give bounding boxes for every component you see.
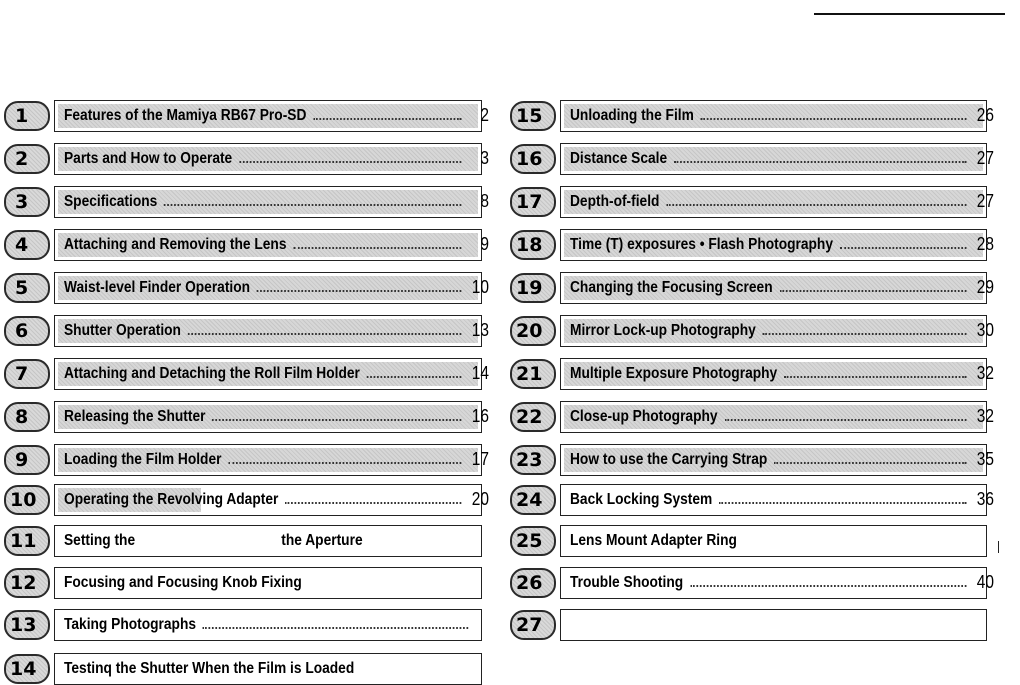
chapter-title: Loading the Film Holder <box>64 450 222 468</box>
chapter-number: 5 <box>4 273 50 303</box>
toc-entry[interactable] <box>510 444 994 476</box>
chapter-title-box <box>54 609 482 641</box>
chapter-title-continued: the Aperture <box>281 531 363 549</box>
toc-entry[interactable] <box>510 401 994 433</box>
chapter-title-box <box>560 444 994 476</box>
chapter-line <box>64 187 489 216</box>
leader-dots <box>701 118 967 120</box>
toc-entry[interactable] <box>510 100 994 132</box>
page-number: 29 <box>976 277 994 297</box>
page-number: 3 <box>480 148 489 168</box>
chapter-number: 4 <box>4 230 50 260</box>
chapter-title: Features of the Mamiya RB67 Pro-SD <box>64 106 307 124</box>
chapter-line <box>64 230 489 259</box>
chapter-title: Taking Photographs <box>64 615 196 633</box>
leader-dots <box>212 419 461 421</box>
chapter-line <box>64 485 489 514</box>
toc-entry[interactable] <box>4 444 489 476</box>
chapter-title: Shutter Operation <box>64 321 181 339</box>
chapter-line <box>570 402 994 431</box>
chapter-title: Lens Mount Adapter Ring <box>570 531 737 549</box>
leader-dots <box>367 376 462 378</box>
leader-dots <box>724 419 966 421</box>
margin-tick <box>998 541 999 553</box>
chapter-title-box <box>560 315 994 347</box>
chapter-title: Multiple Exposure Photography <box>570 364 778 382</box>
toc-entry[interactable] <box>4 272 489 304</box>
chapter-number: 10 <box>4 485 50 515</box>
chapter-number: 19 <box>510 273 556 303</box>
chapter-title-box <box>560 100 994 132</box>
page-number: 26 <box>976 105 994 125</box>
chapter-number: 1 <box>4 101 50 131</box>
leader-dots <box>774 462 966 464</box>
toc-entry[interactable] <box>4 401 489 433</box>
chapter-title: Distance Scale <box>570 149 668 167</box>
page-number: 2 <box>480 105 489 125</box>
chapter-line <box>64 445 489 474</box>
toc-entry[interactable] <box>510 186 994 218</box>
page-number: 32 <box>976 363 994 383</box>
chapter-number: 13 <box>4 610 50 640</box>
toc-entry[interactable] <box>4 229 489 261</box>
chapter-line <box>64 144 489 173</box>
chapter-title: Back Locking System <box>570 490 713 508</box>
page-number: 35 <box>976 449 994 469</box>
chapter-title-box <box>560 229 994 261</box>
chapter-title: Close-up Photography <box>570 407 718 425</box>
chapter-number: 3 <box>4 187 50 217</box>
toc-entry[interactable] <box>510 609 987 641</box>
chapter-title: Waist-level Finder Operation <box>64 278 251 296</box>
leader-dots <box>784 376 966 378</box>
chapter-line <box>570 359 994 388</box>
toc-entry[interactable] <box>510 358 994 390</box>
chapter-line <box>570 568 994 597</box>
leader-dots <box>763 333 967 335</box>
leader-dots <box>293 247 461 249</box>
chapter-title-box <box>54 401 489 433</box>
chapter-number: 14 <box>4 654 50 684</box>
chapter-line <box>570 187 994 216</box>
chapter-number: 22 <box>510 402 556 432</box>
chapter-title-box <box>54 358 489 390</box>
chapter-number: 24 <box>510 485 556 515</box>
toc-entry[interactable] <box>510 525 987 557</box>
chapter-title: Attaching and Removing the Lens <box>64 235 287 253</box>
toc-entry[interactable] <box>4 567 482 599</box>
chapter-title: Operating the Revolving Adapter <box>64 490 279 508</box>
chapter-number: 7 <box>4 359 50 389</box>
chapter-line <box>64 654 489 683</box>
page-number: 20 <box>471 489 489 509</box>
chapter-title: Depth-of-field <box>570 192 660 210</box>
chapter-line <box>570 273 994 302</box>
leader-dots <box>285 502 461 504</box>
chapter-title-box <box>54 525 482 557</box>
chapter-title: Parts and How to Operate <box>64 149 233 167</box>
page-number: 30 <box>976 320 994 340</box>
leader-dots <box>690 585 966 587</box>
toc-entry[interactable] <box>510 315 994 347</box>
toc-entry[interactable] <box>4 143 489 175</box>
chapter-line <box>570 445 994 474</box>
chapter-number: 25 <box>510 526 556 556</box>
leader-dots <box>164 204 461 206</box>
page-number: 27 <box>976 191 994 211</box>
chapter-title: How to use the Carrying Strap <box>570 450 768 468</box>
chapter-number: 20 <box>510 316 556 346</box>
leader-dots <box>239 161 461 163</box>
chapter-number: 12 <box>4 568 50 598</box>
toc-entry[interactable] <box>510 143 994 175</box>
chapter-number: 23 <box>510 445 556 475</box>
toc-entry[interactable] <box>4 484 489 516</box>
chapter-number: 26 <box>510 568 556 598</box>
leader-dots <box>203 627 468 629</box>
chapter-title-box <box>560 484 994 516</box>
page-number: 27 <box>976 148 994 168</box>
chapter-title-box <box>560 401 994 433</box>
chapter-line <box>570 485 994 514</box>
chapter-title-box <box>54 484 489 516</box>
page-number: 28 <box>976 234 994 254</box>
chapter-line <box>64 316 489 345</box>
leader-dots <box>779 290 966 292</box>
chapter-line <box>64 568 489 597</box>
page-number: 16 <box>471 406 489 426</box>
chapter-title-box <box>560 358 994 390</box>
chapter-number: 2 <box>4 144 50 174</box>
toc-entry[interactable] <box>4 609 482 641</box>
leader-dots <box>188 333 462 335</box>
chapter-title-box <box>54 229 489 261</box>
chapter-line <box>64 610 489 639</box>
chapter-title: Setting the <box>64 531 136 549</box>
chapter-title: Testinq the Shutter When the Film is Loaded <box>64 659 355 677</box>
page-number: 8 <box>480 191 489 211</box>
chapter-number: 21 <box>510 359 556 389</box>
toc-entry[interactable] <box>4 525 482 557</box>
chapter-line <box>570 610 994 639</box>
toc-entry[interactable] <box>4 315 489 347</box>
leader-dots <box>840 247 967 249</box>
leader-dots <box>719 502 966 504</box>
page-number: 13 <box>471 320 489 340</box>
toc-entry[interactable] <box>510 229 994 261</box>
chapter-line <box>64 402 489 431</box>
chapter-line <box>64 101 489 130</box>
chapter-line <box>570 144 994 173</box>
chapter-number: 8 <box>4 402 50 432</box>
chapter-title: Time (T) exposures • Flash Photography <box>570 235 833 253</box>
chapter-title: Unloading the Film <box>570 106 694 124</box>
chapter-line <box>64 273 489 302</box>
chapter-number: 27 <box>510 610 556 640</box>
chapter-title-box <box>560 525 987 557</box>
chapter-title: Changing the Focusing Screen <box>570 278 773 296</box>
chapter-title-box <box>54 186 489 218</box>
chapter-line <box>570 230 994 259</box>
header-rule <box>814 13 1005 15</box>
toc-entry[interactable] <box>4 653 482 685</box>
chapter-number: 11 <box>4 526 50 556</box>
chapter-title-box <box>54 653 482 685</box>
chapter-title-box <box>560 609 987 641</box>
chapter-title-box <box>560 272 994 304</box>
chapter-number: 17 <box>510 187 556 217</box>
leader-dots <box>257 290 462 292</box>
chapter-title: Mirror Lock-up Photography <box>570 321 756 339</box>
leader-dots <box>313 118 461 120</box>
chapter-line <box>570 526 994 555</box>
page-number: 36 <box>976 489 994 509</box>
chapter-number: 18 <box>510 230 556 260</box>
toc-entry[interactable] <box>4 100 489 132</box>
chapter-line <box>64 526 489 555</box>
chapter-title: Trouble Shooting <box>570 573 684 591</box>
chapter-number: 16 <box>510 144 556 174</box>
chapter-title-box <box>560 567 994 599</box>
chapter-number: 9 <box>4 445 50 475</box>
chapter-title-box <box>54 567 482 599</box>
toc-entry[interactable] <box>510 272 994 304</box>
leader-dots <box>674 161 966 163</box>
leader-dots <box>666 204 966 206</box>
chapter-title-box <box>54 444 489 476</box>
page-number: 9 <box>480 234 489 254</box>
chapter-title: Attaching and Detaching the Roll Film Holder <box>64 364 360 382</box>
toc-entry[interactable] <box>510 567 994 599</box>
chapter-title-box <box>560 186 994 218</box>
chapter-title-box <box>54 100 489 132</box>
chapter-title-box <box>560 143 994 175</box>
chapter-line <box>570 316 994 345</box>
chapter-title-box <box>54 272 489 304</box>
page-number: 10 <box>471 277 489 297</box>
leader-dots <box>228 462 461 464</box>
toc-entry[interactable] <box>4 186 489 218</box>
chapter-line <box>570 101 994 130</box>
page-number: 40 <box>976 572 994 592</box>
chapter-title: Focusing and Focusing Knob Fixing <box>64 573 302 591</box>
chapter-title: Releasing the Shutter <box>64 407 206 425</box>
chapter-line <box>64 359 489 388</box>
page-number: 17 <box>471 449 489 469</box>
chapter-title-box <box>54 315 489 347</box>
chapter-title: Specifications <box>64 192 158 210</box>
page-number: 32 <box>976 406 994 426</box>
chapter-number: 15 <box>510 101 556 131</box>
toc-entry[interactable] <box>4 358 489 390</box>
page-number: 14 <box>471 363 489 383</box>
toc-entry[interactable] <box>510 484 994 516</box>
chapter-number: 6 <box>4 316 50 346</box>
chapter-title-box <box>54 143 489 175</box>
